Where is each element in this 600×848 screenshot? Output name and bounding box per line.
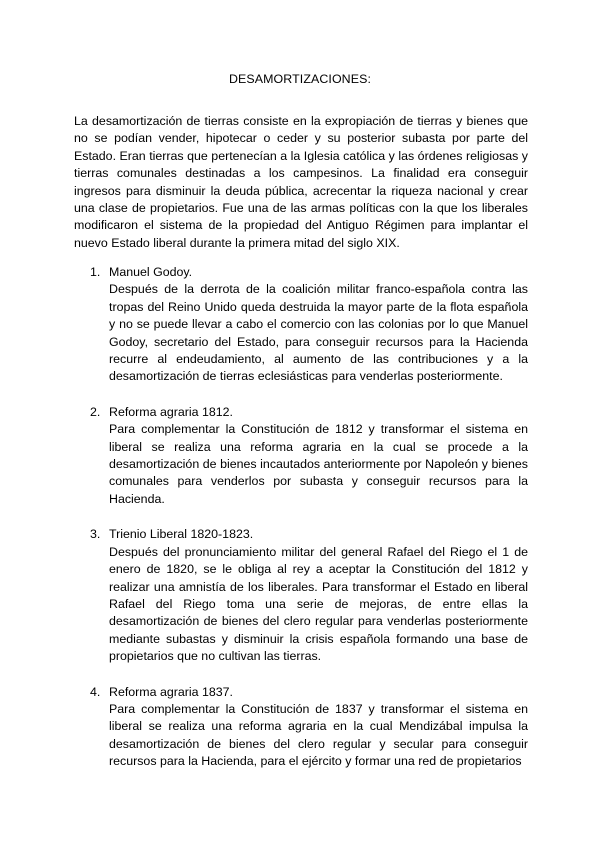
list-item (74, 404, 528, 508)
list-item-number: 2. (90, 404, 101, 419)
list-item-number: 4. (90, 684, 101, 699)
list-item-heading: Reforma agraria 1837. (109, 684, 233, 699)
list-item-number: 1. (90, 265, 101, 279)
list-item-body: Para complementar la Constitución de 1812 y transformar el sistema en liberal se realiza una reforma agraria en la cual se procede a la desamortización de bienes incautados anteriormente por Napoleón y bienes comunales para venderlos por subasta y conseguir recursos para la Hacienda. (109, 422, 528, 506)
list-item-body: Para complementar la Constitución de 1837 y transformar el sistema en liberal se realiza una reforma agraria en la cual Mendizábal impulsa la desamortización de bienes del clero regular y secular para conseguir recursos para la Hacienda, para el ejército y formar una red de propietarios (109, 701, 528, 769)
document-title: DESAMORTIZACIONES: (228, 72, 372, 86)
list-item (74, 684, 528, 771)
desamortization-list (74, 264, 528, 789)
list-item-body: Después del pronunciamiento militar del general Rafael del Riego el 1 de enero de 1820, se le obliga al rey a aceptar la Constitución del 1812 y realizar una amnistía de los liberales. Para transformar el Estado en liberal Rafael del Riego toma una serie de mejoras, de entre ellas la desamortización de bienes del clero regular para venderlas posteriormente mediante subastas y disminuir la crisis española formando una base de propietarios que no cultivan las tierras. (109, 544, 528, 664)
list-item-body: Después de la derrota de la coalición militar franco-española contra las tropas del Reino Unido queda destruida la mayor parte de la flota española y no se puede llevar a cabo el comercio con las colonias por lo que Manuel Godoy, secretario del Estado, para conseguir recursos para la Hacienda recurre al endeudamiento, al aumento de las contribuciones y a la desamortización de tierras eclesiásticas para venderlas posteriormente. (109, 282, 528, 384)
list-item (74, 526, 528, 665)
list-item (74, 264, 528, 386)
intro-paragraph: La desamortización de tierras consiste en la expropiación de tierras y bienes que no se podían vender, hipotecar o ceder y su posterior subasta por parte del Estado. Eran tierras que pertenecían a la Iglesia católica y las órdenes religiosas y tierras comunales destinadas a los campesinos. La finalidad era conseguir ingresos para disminuir la deuda pública, acrecentar la riqueza nacional y crear una clase de propietarios. Fue una de las armas políticas con la que los liberales modificaron el sistema de la propiedad del Antiguo Régimen para implantar el nuevo Estado liberal durante la primera mitad del siglo XIX. (74, 114, 528, 250)
list-item-number: 3. (90, 527, 101, 542)
list-item-heading: Trienio Liberal 1820-1823. (109, 527, 254, 542)
list-item-heading: Manuel Godoy. (109, 265, 193, 279)
list-item-heading: Reforma agraria 1812. (109, 404, 233, 419)
